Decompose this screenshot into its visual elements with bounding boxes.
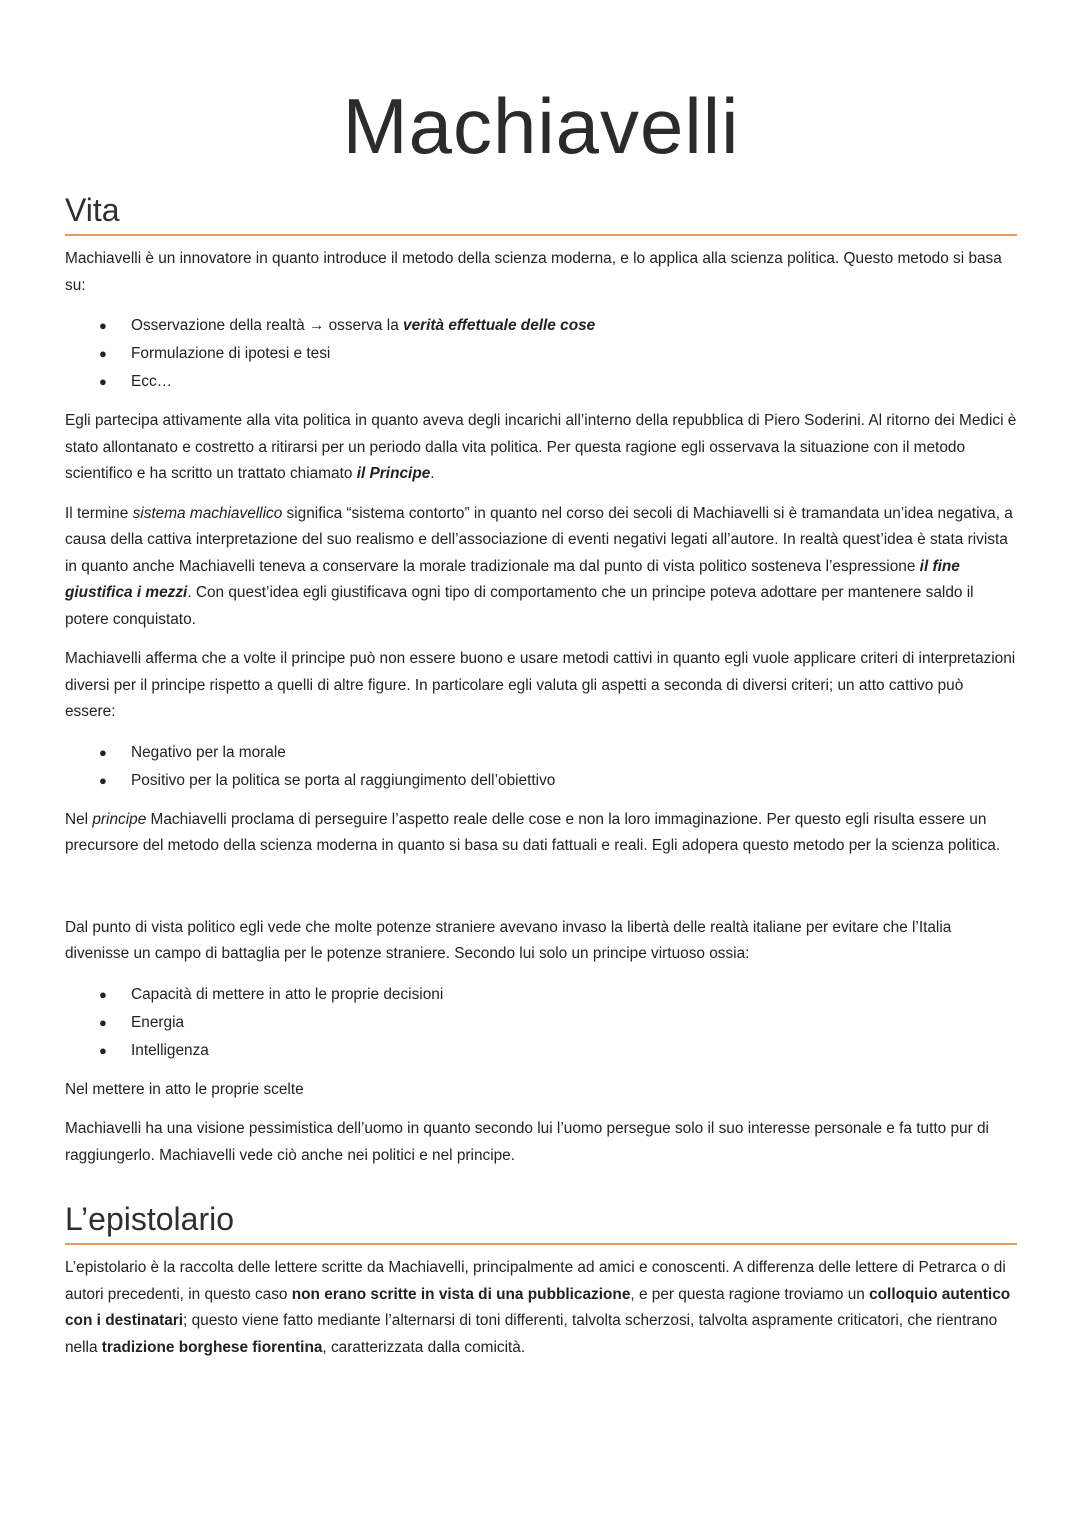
heading-rule (65, 234, 1017, 236)
paragraph-intro: Machiavelli è un innovatore in quanto introduce il metodo della scienza moderna, e lo applica alla scienza politica. Questo metodo si basa su: (65, 250, 1002, 294)
bullet-icon: ● (99, 986, 107, 1002)
bullet-list-virtues (65, 981, 1017, 1065)
document-page (65, 0, 1017, 1374)
bullet-icon: ● (99, 744, 107, 760)
bold-text: non erano scritte in vista di una pubblicazione (291, 1285, 631, 1303)
paragraph-scelte: Nel mettere in atto le proprie scelte (65, 1080, 304, 1098)
section-heading-vita: Vita (65, 192, 120, 228)
bullet-list-atto-cattivo (65, 739, 1017, 795)
bullet-icon: ● (99, 772, 107, 788)
italic-text: principe (92, 810, 147, 828)
list-item: ● Osservazione della realtà → osserva la verità effettuale delle cose (65, 312, 1017, 340)
document-title: Machiavelli (342, 82, 740, 170)
list-item: ● Formulazione di ipotesi e tesi (65, 340, 1017, 368)
paragraph-principe-methods: Machiavelli afferma che a volte il principe può non essere buono e usare metodi cattivi in quanto egli vuole applicare criteri di interpretazioni diversi per il principe rispetto a quelli di altre figure. In particolare egli valuta gli aspetti a seconda di diversi criteri; un atto cattivo può essere: (65, 650, 1016, 720)
paragraph-pessimism: Machiavelli ha una visione pessimistica dell’uomo in quanto secondo lui l’uomo persegue solo il suo interesse personale e fa tutto pur di raggiungerlo. Machiavelli vede ciò anche nei politici e nel principe. (65, 1120, 989, 1164)
bullet-icon: ● (99, 374, 107, 389)
paragraph-epistolario: L’epistolario è la raccolta delle lettere scritte da Machiavelli, principalmente ad amici e conoscenti. A differenza delle lettere di Petrarca o di autori precedenti, in questo caso non erano scritte in vista di una pubblicazione, e per questa ragione troviamo un colloquio autentico con i destinatari; questo viene fatto mediante l’alternarsi di toni differenti, talvolta scherzosi, talvolta aspramente criticatori, che rientrano nella tradizione borghese fiorentina, caratterizzata dalla comicità. (65, 1259, 1011, 1356)
spacer (65, 873, 1017, 915)
bold-text: tradizione borghese fiorentina (101, 1338, 323, 1356)
paragraph-sistema-machiavellico: Il termine sistema machiavellico significa “sistema contorto” in quanto nel corso dei secoli di Machiavelli si è tramandata un’idea negativa, a causa della cattiva interpretazione del suo realismo e dell’associazione di eventi negativi legati all’autore. In realtà quest’idea è stata rivista in quanto anche Machiavelli teneva a conservare la morale tradizionale ma dal punto di vista politico sosteneva l’espressione il fine giustifica i mezzi. Con quest’idea egli giustificava ogni tipo di comportamento che un principe poteva adottare per mantenere saldo il potere conquistato. (65, 504, 1013, 628)
bullet-list-method (65, 312, 1017, 396)
paragraph-principe-realism: Nel principe Machiavelli proclama di perseguire l’aspetto reale delle cose e non la loro immaginazione. Per questo egli risulta essere un precursore del metodo della scienza moderna in quanto si basa su dati fattuali e reali. Egli adopera questo metodo per la scienza politica. (65, 810, 1001, 854)
bullet-icon: ● (99, 1042, 107, 1058)
paragraph-political-life: Egli partecipa attivamente alla vita politica in quanto aveva degli incarichi all’interno della repubblica di Piero Soderini. Al ritorno dei Medici è stato allontanato e costretto a ritirarsi per un periodo dalla vita politica. Per questa ragione egli osservava la situazione con il metodo scientifico e ha scritto un trattato chiamato il Principe. (65, 412, 1017, 482)
italic-text: sistema machiavellico (132, 504, 283, 522)
list-item: ● Negativo per la morale (65, 739, 1017, 767)
bullet-icon: ● (99, 1014, 107, 1030)
section-epistolario (65, 1199, 1017, 1361)
section-vita (65, 190, 1017, 1169)
bold-text: colloquio autentico con i destinatari (65, 1285, 1011, 1329)
list-item: ● Capacità di mettere in atto le proprie decisioni (65, 981, 1017, 1009)
section-heading-epistolario: L’epistolario (65, 1201, 234, 1237)
heading-rule (65, 1243, 1017, 1245)
bullet-icon: ● (99, 346, 107, 361)
paragraph-foreign-powers: Dal punto di vista politico egli vede che molte potenze straniere avevano invaso la libertà delle realtà italiane per evitare che l’Italia divenisse un campo di battaglia per le potenze straniere. Secondo lui solo un principe virtuoso ossia: (65, 918, 952, 962)
list-item: ● Ecc… (65, 368, 1017, 396)
emphasis-text: il fine giustifica i mezzi (65, 557, 960, 601)
list-item: ● Intelligenza (65, 1037, 1017, 1065)
bullet-icon: ● (99, 318, 107, 333)
emphasis-text: il Principe (356, 465, 431, 482)
emphasis-text: verità effettuale delle cose (403, 317, 596, 334)
list-item: ● Positivo per la politica se porta al raggiungimento dell’obiettivo (65, 767, 1017, 795)
list-item: ● Energia (65, 1009, 1017, 1037)
